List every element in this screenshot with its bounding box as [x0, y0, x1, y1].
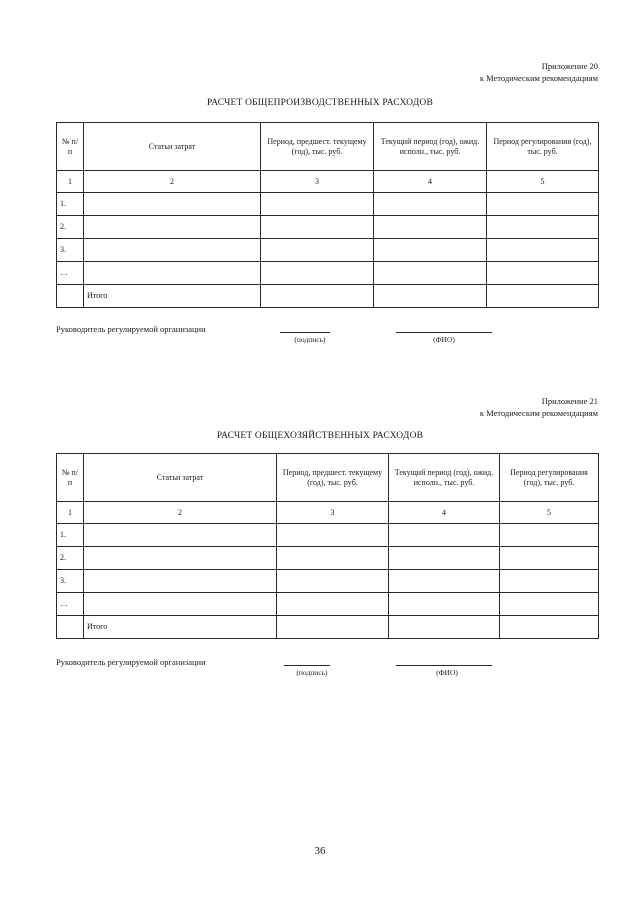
- header-row: [57, 454, 599, 502]
- annex-reference: к Методическим рекомендациям: [479, 73, 598, 83]
- column-number-cell: 5: [500, 502, 599, 524]
- row-number-cell: 2.: [57, 216, 84, 239]
- empty-cell: [374, 239, 487, 262]
- table-row: [57, 593, 599, 616]
- table-row: [57, 193, 599, 216]
- empty-cell: [500, 547, 599, 570]
- empty-cell: [500, 616, 599, 639]
- total-row: [57, 616, 599, 639]
- signature-caption: (подпись): [296, 668, 328, 677]
- header-cell-previous-period: Период, предшест. текущему (год), тыс. руб.: [261, 123, 374, 171]
- empty-cell: [500, 524, 599, 547]
- row-number-cell: …: [57, 593, 84, 616]
- column-number-cell: 5: [487, 171, 599, 193]
- signer-label: Руководитель регулируемой организации: [56, 657, 206, 667]
- annex-number: Приложение 21: [541, 396, 598, 406]
- empty-cell: [374, 285, 487, 308]
- empty-cell: [487, 285, 599, 308]
- signature-line: [280, 332, 330, 333]
- empty-cell: [261, 262, 374, 285]
- header-cell-previous-period: Период, предшест. текущему (год), тыс. руб.: [277, 454, 389, 502]
- empty-cell: [57, 285, 84, 308]
- empty-cell: [277, 524, 389, 547]
- row-number-cell: …: [57, 262, 84, 285]
- total-label: Итого: [84, 616, 277, 639]
- table-row: [57, 262, 599, 285]
- annex-header-20: [480, 60, 598, 84]
- empty-cell: [84, 524, 277, 547]
- signature-line: [284, 665, 330, 666]
- header-row: [57, 123, 599, 171]
- header-cell-cost-items: Статьи затрат: [84, 123, 261, 171]
- total-label: Итого: [84, 285, 261, 308]
- total-row: [57, 285, 599, 308]
- empty-cell: [261, 239, 374, 262]
- empty-cell: [500, 593, 599, 616]
- annex-reference: к Методическим рекомендациям: [479, 408, 598, 418]
- column-number-cell: 4: [374, 171, 487, 193]
- empty-cell: [261, 193, 374, 216]
- empty-cell: [374, 262, 487, 285]
- header-cell-cost-items: Статьи затрат: [84, 454, 277, 502]
- empty-cell: [389, 616, 500, 639]
- empty-cell: [487, 239, 599, 262]
- column-number-cell: 2: [84, 502, 277, 524]
- column-number-cell: 3: [277, 502, 389, 524]
- empty-cell: [84, 262, 261, 285]
- name-line: [396, 332, 492, 333]
- empty-cell: [500, 570, 599, 593]
- table-row: [57, 524, 599, 547]
- annex-header-21: [480, 395, 598, 419]
- empty-cell: [374, 216, 487, 239]
- empty-cell: [374, 193, 487, 216]
- column-number-row: [57, 171, 599, 193]
- row-number-cell: 3.: [57, 570, 84, 593]
- empty-cell: [389, 570, 500, 593]
- empty-cell: [277, 570, 389, 593]
- annex-number: Приложение 20: [541, 61, 598, 71]
- empty-cell: [57, 616, 84, 639]
- header-cell-current-period: Текущий период (год), ожид. исполн., тыс. руб.: [374, 123, 487, 171]
- header-cell-number: № п/п: [57, 123, 84, 171]
- empty-cell: [261, 285, 374, 308]
- header-cell-number: № п/п: [57, 454, 84, 502]
- table-row: [57, 239, 599, 262]
- column-number-cell: 1: [57, 171, 84, 193]
- general-costs-table: [56, 453, 599, 639]
- empty-cell: [84, 193, 261, 216]
- name-caption: (ФИО): [433, 335, 455, 344]
- header-cell-regulation-period: Период регулирования (год), тыс. руб.: [487, 123, 599, 171]
- name-line: [396, 665, 492, 666]
- empty-cell: [487, 262, 599, 285]
- table-row: [57, 570, 599, 593]
- row-number-cell: 2.: [57, 547, 84, 570]
- empty-cell: [84, 570, 277, 593]
- empty-cell: [277, 616, 389, 639]
- production-costs-table: [56, 122, 599, 308]
- signer-label: Руководитель регулируемой организации: [56, 324, 206, 334]
- empty-cell: [84, 593, 277, 616]
- empty-cell: [277, 593, 389, 616]
- header-cell-regulation-period: Период регулирования (год), тыс. руб.: [500, 454, 599, 502]
- table-row: [57, 216, 599, 239]
- empty-cell: [487, 193, 599, 216]
- empty-cell: [389, 547, 500, 570]
- empty-cell: [84, 239, 261, 262]
- empty-cell: [84, 547, 277, 570]
- column-number-cell: 2: [84, 171, 261, 193]
- row-number-cell: 1.: [57, 193, 84, 216]
- row-number-cell: 3.: [57, 239, 84, 262]
- page-number: 36: [314, 845, 326, 857]
- row-number-cell: 1.: [57, 524, 84, 547]
- column-number-cell: 4: [389, 502, 500, 524]
- header-cell-current-period: Текущий период (год), ожид. исполн., тыс. руб.: [389, 454, 500, 502]
- table-title-general-costs: РАСЧЕТ ОБЩЕХОЗЯЙСТВЕННЫХ РАСХОДОВ: [216, 431, 424, 441]
- empty-cell: [261, 216, 374, 239]
- empty-cell: [84, 216, 261, 239]
- column-number-cell: 3: [261, 171, 374, 193]
- table-title-production-costs: РАСЧЕТ ОБЩЕПРОИЗВОДСТВЕННЫХ РАСХОДОВ: [206, 98, 434, 108]
- empty-cell: [277, 547, 389, 570]
- column-number-cell: 1: [57, 502, 84, 524]
- empty-cell: [389, 593, 500, 616]
- empty-cell: [487, 216, 599, 239]
- column-number-row: [57, 502, 599, 524]
- empty-cell: [389, 524, 500, 547]
- signature-caption: (подпись): [294, 335, 326, 344]
- table-row: [57, 547, 599, 570]
- name-caption: (ФИО): [436, 668, 458, 677]
